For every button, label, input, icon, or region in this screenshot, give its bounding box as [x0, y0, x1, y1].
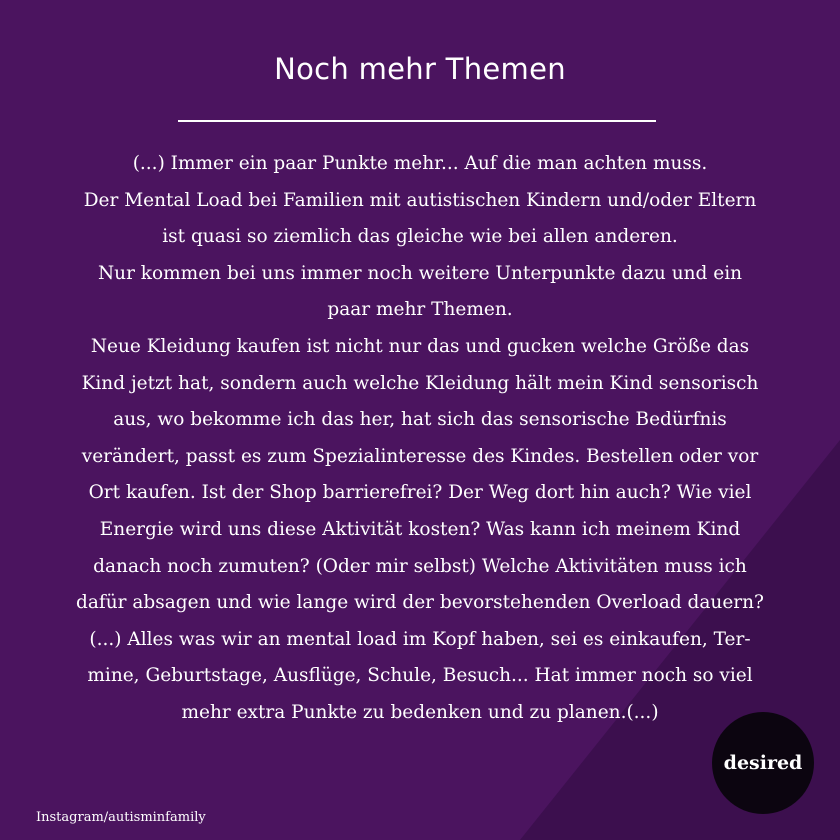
body-line: paar mehr Themen. [327, 299, 513, 321]
logo-text: desired [723, 752, 803, 774]
body-line: dafür absagen und wie lange wird der bevorstehenden Overload dauern? [76, 592, 764, 614]
body-text [30, 146, 810, 732]
desired-logo [712, 712, 814, 814]
body-line: aus, wo bekomme ich das her, hat sich das sensorische Bedürfnis [113, 409, 727, 431]
title-divider [178, 120, 656, 122]
body-line: ist quasi so ziemlich das gleiche wie bei allen anderen. [162, 226, 678, 248]
body-line: danach noch zumuten? (Oder mir selbst) Welche Aktivitäten muss ich [93, 555, 747, 577]
body-line: Nur kommen bei uns immer noch weitere Unterpunkte dazu und ein [97, 262, 743, 284]
post-title: Noch mehr Themen [274, 52, 566, 86]
body-line: verändert, passt es zum Spezialinteresse des Kindes. Bestellen oder vor [81, 445, 759, 467]
body-line: mehr extra Punkte zu bedenken und zu planen.(...) [181, 701, 659, 723]
body-line: (...) Immer ein paar Punkte mehr... Auf die man achten muss. [132, 153, 708, 174]
body-line: Neue Kleidung kaufen ist nicht nur das und gucken welche Größe das [90, 335, 750, 357]
body-line: Ort kaufen. Ist der Shop barrierefrei? Der Weg dort hin auch? Wie viel [88, 482, 752, 504]
body-line: Energie wird uns diese Aktivität kosten? Was kann ich meinem Kind [99, 518, 741, 540]
instagram-credit: Instagram/autisminfamily [36, 810, 206, 825]
body-line: mine, Geburtstage, Ausflüge, Schule, Besuch... Hat immer noch so viel [87, 665, 753, 687]
body-line: (...) Alles was wir an mental load im Kopf haben, sei es einkaufen, Ter- [89, 628, 751, 650]
body-line: Kind jetzt hat, sondern auch welche Kleidung hält mein Kind sensorisch [81, 372, 759, 394]
body-line: Der Mental Load bei Familien mit autistischen Kindern und/oder Eltern [83, 189, 757, 211]
